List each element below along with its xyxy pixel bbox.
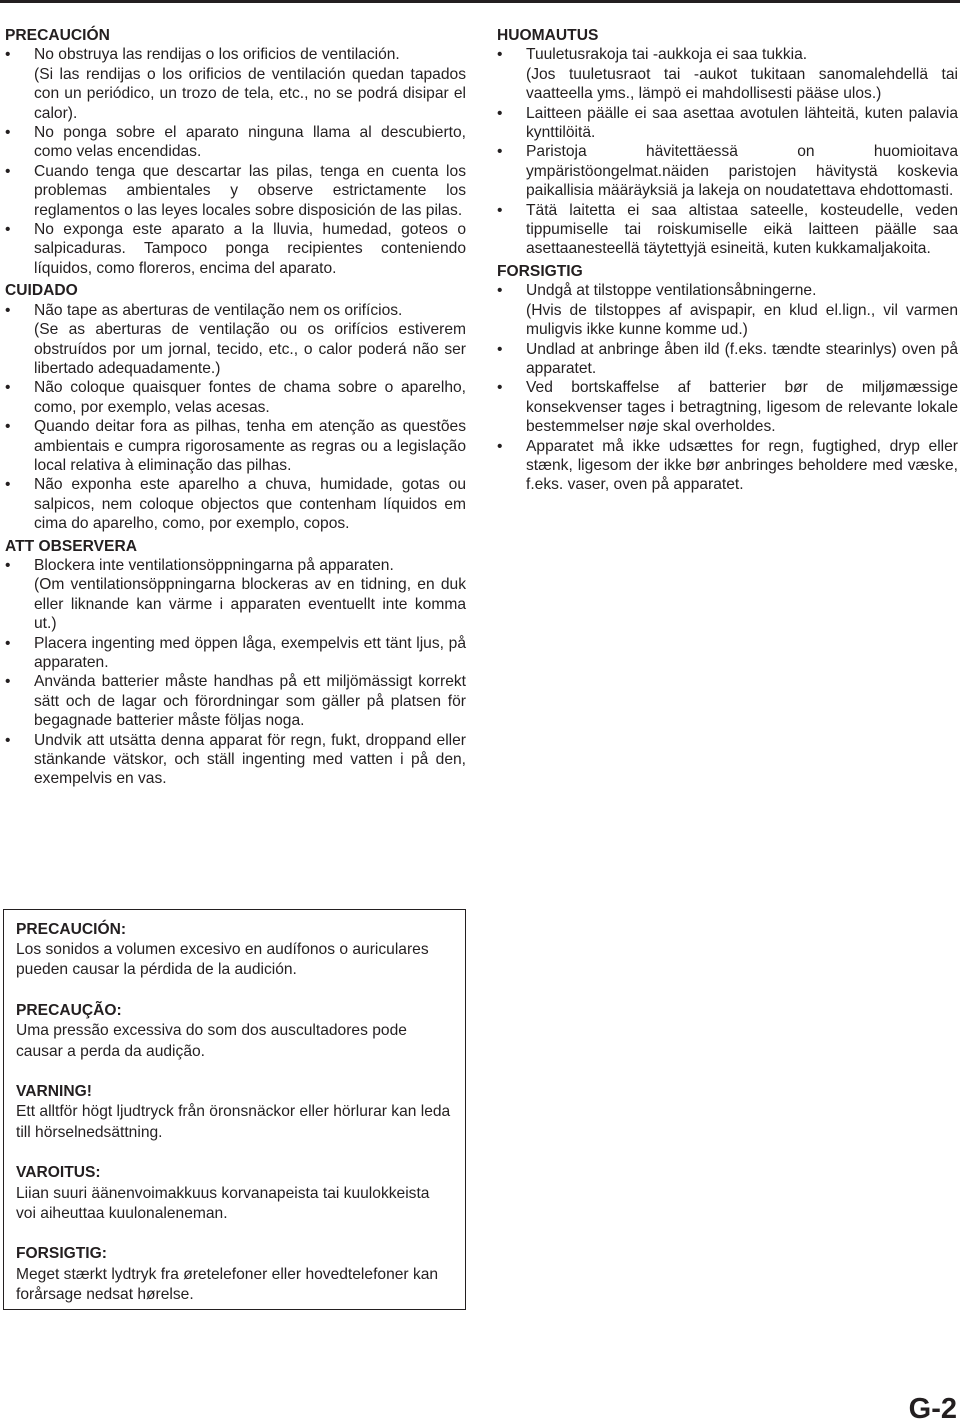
bullet-text: Blockera inte ventilationsöppningarna på apparaten. — [34, 556, 394, 574]
notice-entry — [16, 1001, 453, 1062]
bullet-text: Placera ingenting med öppen låga, exempelvis ett tänt ljus, på apparaten. — [34, 634, 466, 671]
bullet-icon — [5, 45, 10, 64]
bullet-text: Paristoja hävitettäessä on huomioitava ympäristöongelmat.näiden paristojen hävitystä koskevia paikallisia määräyksiä ja lakeja on noudatettava ehdottomasti. — [526, 143, 958, 200]
bullet-icon — [5, 417, 10, 436]
notice-text: Uma pressão excessiva do som dos auscultadores pode causar a perda da audição. — [16, 1022, 407, 1060]
notice-heading: PRECAUCIÓN: — [16, 921, 127, 938]
bullet-icon — [497, 142, 502, 161]
bullet-text: Não tape as aberturas de ventilação nem os orifícios. — [34, 301, 403, 319]
notice-heading: VARNING! — [16, 1083, 92, 1101]
bullet-item — [5, 301, 466, 379]
warning-section — [497, 262, 958, 495]
bullet-icon — [497, 281, 502, 300]
bullet-icon — [5, 378, 10, 397]
section-heading: HUOMAUTUS — [497, 27, 599, 44]
bullet-icon — [5, 475, 10, 494]
notice-text: Ett alltför högt ljudtryck från öronsnäckor eller hörlurar kan leda till hörselnedsättning. — [16, 1103, 451, 1141]
bullet-text: Tätä laitetta ei saa altistaa sateelle, kosteudelle, veden tippumiselle tai roiskumiselle eikä laitteen päälle saa asettaanesteellä täytettyjä esineitä, kuten kukkamaljakoita. — [526, 201, 958, 258]
section-heading: ATT OBSERVERA — [5, 537, 137, 555]
bullet-text: Apparatet må ikke udsættes for regn, fugtighed, dryp eller stænk, ligesom der ikke bør anbringes beholdere med væske, f.eks. vaser, oven på apparatet. — [526, 437, 958, 494]
bullet-item — [497, 340, 958, 379]
bullet-subtext: (Si las rendijas o los orificios de ventilación quedan tapados con un periódico, un trozo de tela, etc., no se podrá disipar el calor). — [34, 65, 466, 122]
warning-section — [5, 26, 466, 278]
bullet-text: No obstruya las rendijas o los orificios de ventilación. — [34, 46, 400, 64]
section-heading: CUIDADO — [5, 282, 78, 300]
bullet-icon — [5, 123, 10, 142]
bullet-item — [5, 162, 466, 220]
bullet-item — [5, 556, 466, 634]
bullet-item — [497, 281, 958, 339]
top-rule — [0, 0, 960, 3]
bullet-icon — [5, 301, 10, 320]
bullet-text: Undlad at anbringe åben ild (f.eks. tændte stearinlys) oven på apparatet. — [526, 340, 958, 377]
bullet-text: No exponga este aparato a la lluvia, humedad, goteos o salpicaduras. Tampoco ponga recipientes conteniendo líquidos, como floreros, encima del aparato. — [34, 221, 466, 277]
bullet-subtext: (Jos tuuletusraot tai -aukot tukitaan sanomalehdellä tai vaatteella yms., lämpö ei mahdollisesti pääse ulos.) — [526, 65, 958, 103]
warning-section — [497, 26, 958, 259]
bullet-text: Undgå at tilstoppe ventilationsåbningerne. — [526, 282, 817, 300]
bullet-item — [497, 378, 958, 436]
bullet-list — [5, 301, 466, 534]
bullet-item — [5, 634, 466, 673]
warning-section — [5, 281, 466, 533]
bullet-icon — [5, 672, 10, 691]
bullet-subtext: (Hvis de tilstoppes af avispapir, en klud el.lign., vil varmen muligvis ikke kunne komme ud.) — [526, 301, 958, 339]
bullet-item — [497, 201, 958, 259]
notice-heading: FORSIGTIG: — [16, 1245, 107, 1263]
bullet-item — [5, 672, 466, 730]
bullet-icon — [497, 437, 502, 456]
bullet-item — [5, 378, 466, 417]
bullet-item — [5, 731, 466, 789]
bullet-list — [5, 556, 466, 789]
notice-text: Meget stærkt lydtryk fra øretelefoner eller hovedtelefoner kan forårsage nedsat hørelse. — [16, 1265, 439, 1303]
right-column — [497, 26, 958, 495]
bullet-item — [5, 417, 466, 475]
bullet-icon — [5, 556, 10, 575]
bullet-icon — [5, 220, 10, 239]
section-heading: FORSIGTIG — [497, 262, 583, 280]
page-number: G-2 — [908, 1393, 957, 1425]
bullet-item — [5, 123, 466, 162]
bullet-text: Cuando tenga que descartar las pilas, tenga en cuenta los problemas ambientales y observe estrictamente los reglamentos o las leyes locales sobre disposición de las pilas. — [34, 162, 466, 219]
bullet-icon — [497, 104, 502, 123]
bullet-list — [497, 45, 958, 258]
notice-entry — [16, 1244, 453, 1305]
bullet-item — [497, 104, 958, 143]
notice-entry — [16, 1163, 453, 1224]
bullet-item — [5, 220, 466, 278]
bullet-item — [497, 45, 958, 103]
bullet-text: Använda batterier måste handhas på ett miljömässigt korrekt sätt och de lagar och förordningar som gäller på platsen för begagnade batterier måste följas noga. — [34, 673, 466, 730]
bullet-item — [5, 45, 466, 123]
hearing-notice-box — [3, 909, 466, 1310]
notice-text: Los sonidos a volumen excesivo en audífonos o auriculares pueden causar la pérdida de la audición. — [16, 941, 429, 979]
bullet-subtext: (Se as aberturas de ventilação ou os orifícios estiverem obstruídos por um jornal, tecido, etc., o calor poderá não ser libertado adequadamente.) — [34, 321, 466, 377]
bullet-text: Quando deitar fora as pilhas, tenha em atenção as questões ambientais e cumpra rigorosamente as regras ou a legislação local relativa à eliminação das pilhas. — [34, 418, 466, 474]
bullet-list — [497, 281, 958, 494]
bullet-text: Ved bortskaffelse af batterier bør de miljømæssige konsekvenser tages i betragtning, ligesom de relevante lokale bestemmelser nøje skal overholdes. — [526, 379, 958, 436]
bullet-text: No ponga sobre el aparato ninguna llama al descubierto, como velas encendidas. — [34, 124, 466, 161]
bullet-item — [497, 437, 958, 495]
bullet-item — [5, 475, 466, 533]
notice-entry — [16, 920, 453, 981]
bullet-item — [497, 142, 958, 200]
bullet-icon — [497, 45, 502, 64]
bullet-icon — [497, 378, 502, 397]
bullet-text: Undvik att utsätta denna apparat för regn, fukt, droppand eller stänkande vätskor, och ställ ingenting med vatten i på den, exempelvis en vas. — [34, 731, 466, 788]
notice-heading: VAROITUS: — [16, 1164, 101, 1182]
bullet-text: Laitteen päälle ei saa asettaa avotulen lähteitä, kuten palavia kynttilöitä. — [526, 104, 958, 142]
bullet-icon — [5, 162, 10, 181]
section-heading: PRECAUCIÓN — [5, 27, 110, 44]
notice-text: Liian suuri äänenvoimakkuus korvanapeista tai kuulokkeista voi aiheuttaa kuulonaleneman. — [16, 1184, 430, 1222]
notice-heading: PRECAUÇÃO: — [16, 1002, 122, 1020]
bullet-icon — [497, 340, 502, 359]
bullet-subtext: (Om ventilationsöppningarna blockeras av en tidning, en duk eller liknande kan värme i apparaten eventuellt inte komma ut.) — [34, 576, 466, 633]
bullet-text: Tuuletusrakoja tai -aukkoja ei saa tukkia. — [526, 46, 808, 64]
bullet-icon — [5, 731, 10, 750]
notice-entry — [16, 1082, 453, 1143]
left-column — [5, 26, 466, 789]
warning-section — [5, 537, 466, 789]
bullet-text: Não coloque quaisquer fontes de chama sobre o aparelho, como, por exemplo, velas acesas. — [34, 379, 466, 416]
bullet-list — [5, 45, 466, 278]
bullet-text: Não exponha este aparelho a chuva, humidade, gotas ou salpicos, nem coloque objectos que contenham líquidos em cima do aparelho, como, por exemplo, copos. — [34, 476, 466, 533]
bullet-icon — [497, 201, 502, 220]
bullet-icon — [5, 634, 10, 653]
